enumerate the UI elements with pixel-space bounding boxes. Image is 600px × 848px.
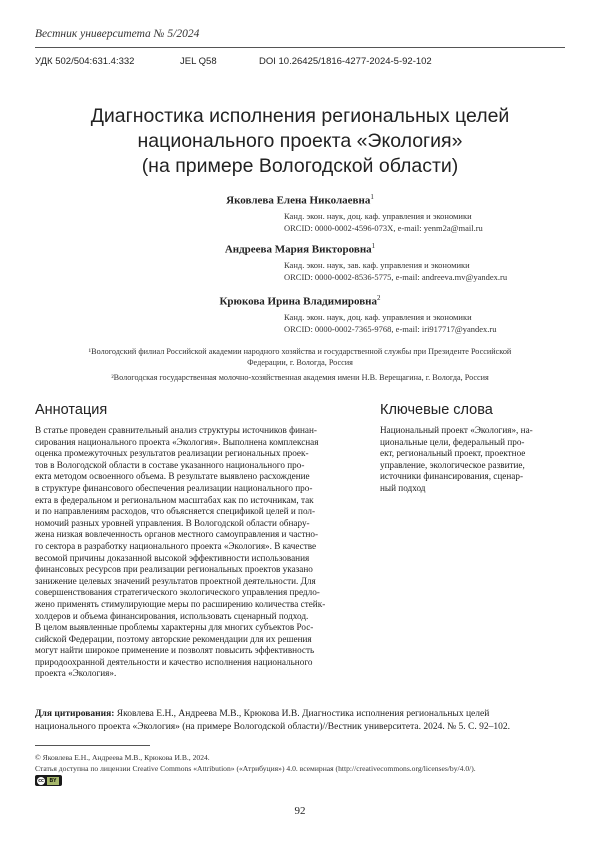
institution-2 bbox=[35, 372, 565, 383]
abstract-line: холдеров и объема финансирования, использовать сценарный подход. bbox=[35, 610, 309, 621]
citation-line: национального проекта «Экология» (на примере Вологодской области)//Вестник университета. 2024. № 5. С. 92–102. bbox=[35, 721, 510, 732]
author-name bbox=[35, 294, 565, 308]
cc-mark: cc bbox=[38, 777, 44, 784]
author-name bbox=[35, 193, 565, 207]
author-name-text: Андреева Мария Викторовна bbox=[224, 243, 372, 256]
keywords-line: циональные цели, федеральный про- bbox=[380, 436, 525, 447]
abstract-line: оценка промежуточных результатов реализации региональных проек- bbox=[35, 448, 309, 459]
title-line: (на примере Вологодской области) bbox=[141, 155, 459, 177]
affiliation-marker: 1 bbox=[370, 193, 374, 201]
abstract-line: жена низкая вовлеченность органов местного самоуправления и частно- bbox=[35, 529, 319, 540]
abstract-line: сийской Федерации, поэтому авторские рекомендации для их решения bbox=[35, 633, 312, 644]
affiliation-marker: 1 bbox=[371, 242, 376, 250]
citation-block bbox=[35, 708, 565, 733]
license-line: Статья доступна по лицензии Creative Commons «Attribution» («Атрибуция») 4.0. всемирная (http://creativecommons.org/licenses/by/4.0/). bbox=[35, 764, 476, 773]
abstract-body bbox=[35, 425, 365, 680]
author-name-text: Крюкова Ирина Владимировна bbox=[219, 295, 378, 308]
keywords-line: ный подход bbox=[380, 482, 426, 493]
abstract-line: жено применять стимулирующие меры по расширению количества стейк- bbox=[35, 598, 326, 609]
abstract-line: тов в Вологодской области в составе указанного национального про- bbox=[35, 459, 305, 470]
author-name bbox=[35, 242, 565, 256]
citation-text: Яковлева Е.Н., Андреева М.В., Крюкова И.В. Диагностика исполнения региональных целей bbox=[114, 709, 490, 719]
abstract-line: в структуре финансового обеспечения реализации национального про- bbox=[35, 482, 313, 493]
keywords-body bbox=[380, 425, 570, 495]
keywords-line: ект, региональный проект, проектное bbox=[380, 448, 526, 459]
institution-line: ¹Вологодский филиал Российской академии народного хозяйства и государственной службы при Президенте Российской bbox=[88, 347, 512, 356]
copyright-block bbox=[35, 752, 476, 774]
article-title bbox=[35, 104, 565, 179]
institution-line: Федерации, г. Вологда, Россия bbox=[247, 358, 353, 367]
abstract-line: занижение целевых значений результатов проектной деятельности. Для bbox=[35, 575, 316, 586]
copyright-line: © Яковлева Е.Н., Андреева М.В., Крюкова И.В., 2024. bbox=[35, 753, 210, 762]
doi-code: DOI 10.26425/1816-4277-2024-5-92-102 bbox=[259, 56, 432, 67]
abstract-line: могут найти широкое применение и позволят повысить эффективность bbox=[35, 645, 315, 656]
journal-title: Вестник университета № 5/2024 bbox=[35, 28, 200, 40]
title-line: национального проекта «Экология» bbox=[137, 130, 463, 152]
abstract-line: сирования национального проекта «Экология». Выполнена комплексная bbox=[35, 436, 319, 447]
keywords-heading: Ключевые слова bbox=[380, 402, 493, 418]
header-rule bbox=[35, 47, 565, 48]
footer-rule bbox=[35, 745, 150, 746]
abstract-line: номочий разных уровней управления. В Вологодской области обнару- bbox=[35, 517, 310, 528]
abstract-line: В целом выявленные проблемы характерны для многих субъектов Рос- bbox=[35, 622, 314, 633]
abstract-line: го сектора в разработку национального проекта «Экология». В качестве bbox=[35, 540, 317, 551]
abstract-line: совершенствования стратегического экологического управления предло- bbox=[35, 587, 320, 598]
udk-code: УДК 502/504:631.4:332 bbox=[35, 56, 135, 67]
author-name-text: Яковлева Елена Николаевна bbox=[226, 194, 371, 207]
author-degree: Канд. экон. наук, доц. каф. управления и экономики bbox=[284, 312, 472, 322]
affiliation-marker: 2 bbox=[377, 294, 381, 302]
abstract-line: финансовых ресурсов при реализации региональных проектов указано bbox=[35, 564, 313, 575]
abstract-line: природоохранной деятельности и качество исполнения национального bbox=[35, 656, 313, 667]
title-line: Диагностика исполнения региональных целей bbox=[90, 105, 510, 127]
by-label: BY bbox=[47, 777, 59, 785]
abstract-line: проекта «Экология». bbox=[35, 668, 117, 679]
institution-1 bbox=[35, 346, 565, 368]
abstract-heading: Аннотация bbox=[35, 402, 108, 418]
cc-by-icon[interactable] bbox=[35, 775, 62, 786]
author-degree: Канд. экон. наук, доц. каф. управления и экономики bbox=[284, 211, 472, 221]
page-number: 92 bbox=[294, 805, 306, 817]
author-contact: ORCID: 0000-0002-8536-5775, e-mail: andreeva.mv@yandex.ru bbox=[284, 272, 508, 282]
abstract-line: и по направлениям расходов, что объясняется спецификой целей и пол- bbox=[35, 506, 316, 517]
author-contact: ORCID: 0000-0002-7365-9768, e-mail: iri917717@yandex.ru bbox=[284, 324, 497, 334]
citation-line bbox=[35, 708, 565, 721]
abstract-line: екта методом освоенного объема. В результате выявлено расхождение bbox=[35, 471, 310, 482]
abstract-line: В статье проведен сравнительный анализ структуры источников финан- bbox=[35, 425, 317, 435]
keywords-line: источники финансирования, сценар- bbox=[380, 471, 524, 482]
author-degree: Канд. экон. наук, зав. каф. управления и экономики bbox=[284, 260, 470, 270]
citation-label: Для цитирования: bbox=[35, 709, 115, 719]
jel-code: JEL Q58 bbox=[180, 56, 217, 67]
keywords-line: управление, экологическое развитие, bbox=[380, 459, 525, 470]
institution-line: ²Вологодская государственная молочно-хозяйственная академия имени Н.В. Верещагина, г. Вологда, Россия bbox=[111, 373, 489, 382]
abstract-line: екта в федеральном и региональном масштабах как по источникам, так bbox=[35, 494, 314, 505]
author-contact: ORCID: 0000-0002-4596-073X, e-mail: yenm2a@mail.ru bbox=[284, 223, 483, 233]
abstract-line: весомой причины доказанной высокой эффективности использования bbox=[35, 552, 310, 563]
keywords-line: Национальный проект «Экология», на- bbox=[380, 425, 533, 435]
